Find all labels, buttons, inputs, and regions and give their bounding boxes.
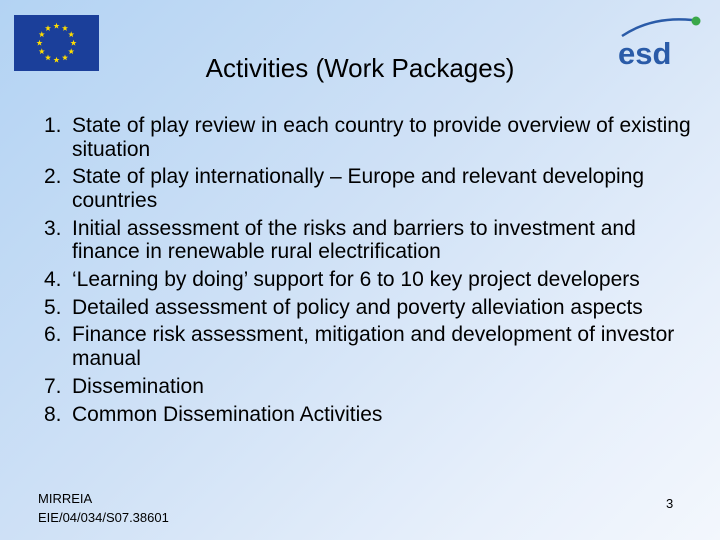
item-number: 1.: [44, 114, 62, 137]
list-item: [44, 217, 694, 264]
item-text: State of play review in each country to provide overview of existing situation: [72, 114, 691, 161]
activities-list: [44, 114, 694, 430]
item-number: 2.: [44, 165, 62, 189]
esd-logo-text: esd: [618, 36, 672, 71]
footer-code: EIE/04/034/S07.38601: [38, 510, 169, 525]
item-text: Initial assessment of the risks and barriers to investment and finance in renewable rural electrification: [72, 216, 636, 264]
footer-project: MIRREIA: [38, 491, 93, 506]
eu-star-icon: [62, 25, 68, 31]
list-item: [44, 296, 694, 320]
item-number: 7.: [44, 374, 62, 398]
eu-star-icon: [36, 40, 42, 46]
eu-star-icon: [70, 40, 76, 46]
item-text: ‘Learning by doing’ support for 6 to 10 key project developers: [72, 267, 640, 291]
item-text: Finance risk assessment, mitigation and development of investor manual: [72, 323, 675, 370]
item-text: Common Dissemination Activities: [72, 402, 383, 426]
item-text: Detailed assessment of policy and poverty alleviation aspects: [72, 295, 643, 319]
slide-title: [0, 52, 720, 84]
eu-star-icon: [45, 25, 51, 31]
slide-title-text: Activities (Work Packages): [205, 53, 515, 83]
item-number: 3.: [44, 216, 62, 240]
list-item: [44, 268, 694, 292]
list-item: [44, 114, 694, 161]
item-number: 5.: [44, 295, 62, 319]
page-number: 3: [666, 496, 674, 511]
list-item: [44, 323, 694, 370]
item-text: State of play internationally – Europe and relevant developing countries: [72, 165, 645, 212]
item-number: 6.: [44, 323, 62, 347]
list-item: [44, 165, 694, 212]
item-number: 4.: [44, 267, 62, 291]
eu-star-icon: [68, 31, 74, 37]
item-number: 8.: [44, 402, 62, 426]
eu-star-icon: [39, 31, 45, 37]
list-item: [44, 375, 694, 399]
eu-star-icon: [53, 23, 59, 29]
footer-reference: [38, 489, 169, 527]
item-text: Dissemination: [72, 374, 204, 398]
list-item: [44, 403, 694, 427]
